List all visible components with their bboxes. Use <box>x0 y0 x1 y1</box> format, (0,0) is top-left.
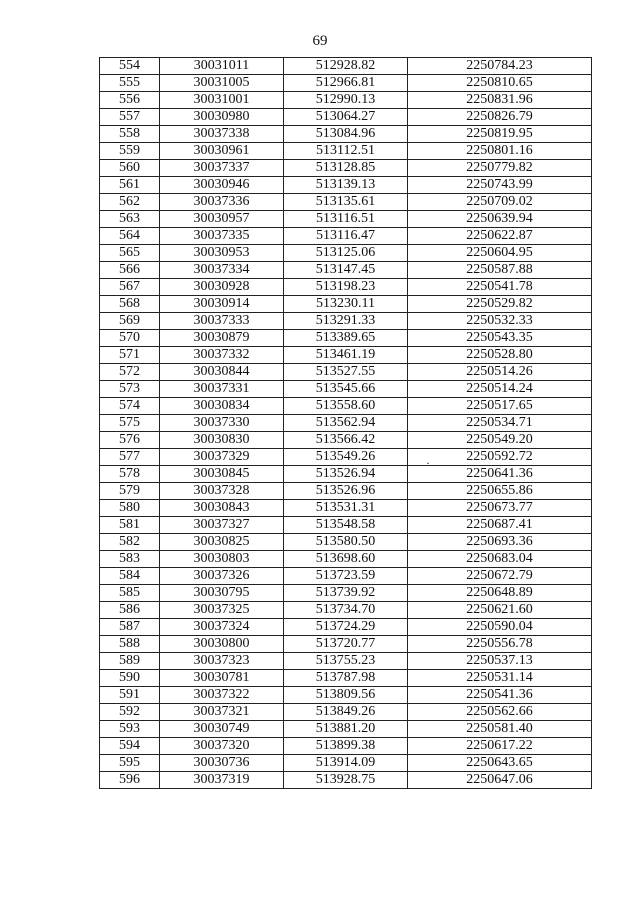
table-row <box>100 177 592 194</box>
coordinates-table-body <box>100 58 592 789</box>
point-id-cell: 30037325 <box>160 602 284 619</box>
y-coordinate-cell: 2250743.99 <box>408 177 592 194</box>
point-id-cell: 30037337 <box>160 160 284 177</box>
row-index-cell: 573 <box>100 381 160 398</box>
x-coordinate-cell: 513787.98 <box>284 670 408 687</box>
table-row <box>100 738 592 755</box>
row-index-cell: 570 <box>100 330 160 347</box>
point-id-cell: 30030946 <box>160 177 284 194</box>
point-id-cell: 30030803 <box>160 551 284 568</box>
y-coordinate-cell: 2250604.95 <box>408 245 592 262</box>
table-row <box>100 313 592 330</box>
y-coordinate-cell: 2250541.78 <box>408 279 592 296</box>
x-coordinate-cell: 513734.70 <box>284 602 408 619</box>
table-row <box>100 381 592 398</box>
y-coordinate-cell: 2250655.86 <box>408 483 592 500</box>
y-coordinate-cell: 2250581.40 <box>408 721 592 738</box>
y-coordinate-cell: 2250643.65 <box>408 755 592 772</box>
point-id-cell: 30030914 <box>160 296 284 313</box>
point-id-cell: 30030749 <box>160 721 284 738</box>
y-coordinate-cell: 2250779.82 <box>408 160 592 177</box>
table-row <box>100 160 592 177</box>
x-coordinate-cell: 513064.27 <box>284 109 408 126</box>
y-coordinate-cell: 2250826.79 <box>408 109 592 126</box>
x-coordinate-cell: 513809.56 <box>284 687 408 704</box>
x-coordinate-cell: 513084.96 <box>284 126 408 143</box>
x-coordinate-cell: 513527.55 <box>284 364 408 381</box>
table-row <box>100 551 592 568</box>
point-id-cell: 30037328 <box>160 483 284 500</box>
point-id-cell: 30037330 <box>160 415 284 432</box>
table-row <box>100 517 592 534</box>
x-coordinate-cell: 513139.13 <box>284 177 408 194</box>
row-index-cell: 554 <box>100 58 160 75</box>
point-id-cell: 30037336 <box>160 194 284 211</box>
y-coordinate-cell: 2250587.88 <box>408 262 592 279</box>
y-coordinate-cell: 2250648.89 <box>408 585 592 602</box>
y-coordinate-cell: 2250531.14 <box>408 670 592 687</box>
row-index-cell: 575 <box>100 415 160 432</box>
page-number: 69 <box>312 33 328 49</box>
row-index-cell: 559 <box>100 143 160 160</box>
x-coordinate-cell: 513914.09 <box>284 755 408 772</box>
y-coordinate-cell: 2250534.71 <box>408 415 592 432</box>
table-row <box>100 279 592 296</box>
x-coordinate-cell: 513389.65 <box>284 330 408 347</box>
y-coordinate-cell: 2250541.36 <box>408 687 592 704</box>
x-coordinate-cell: 513291.33 <box>284 313 408 330</box>
y-coordinate-cell: 2250647.06 <box>408 772 592 789</box>
table-row <box>100 330 592 347</box>
point-id-cell: 30030795 <box>160 585 284 602</box>
y-coordinate-cell: 2250543.35 <box>408 330 592 347</box>
y-coordinate-cell: 2250592.72 <box>408 449 592 466</box>
row-index-cell: 577 <box>100 449 160 466</box>
table-row <box>100 619 592 636</box>
table-row <box>100 585 592 602</box>
x-coordinate-cell: 513198.23 <box>284 279 408 296</box>
row-index-cell: 592 <box>100 704 160 721</box>
point-id-cell: 30030980 <box>160 109 284 126</box>
y-coordinate-cell: 2250556.78 <box>408 636 592 653</box>
x-coordinate-cell: 513899.38 <box>284 738 408 755</box>
x-coordinate-cell: 513125.06 <box>284 245 408 262</box>
x-coordinate-cell: 513526.94 <box>284 466 408 483</box>
row-index-cell: 588 <box>100 636 160 653</box>
y-coordinate-cell: 2250528.80 <box>408 347 592 364</box>
y-coordinate-cell: 2250621.60 <box>408 602 592 619</box>
x-coordinate-cell: 513526.96 <box>284 483 408 500</box>
table-row <box>100 687 592 704</box>
x-coordinate-cell: 513135.61 <box>284 194 408 211</box>
row-index-cell: 571 <box>100 347 160 364</box>
y-coordinate-cell: 2250673.77 <box>408 500 592 517</box>
y-coordinate-cell: 2250639.94 <box>408 211 592 228</box>
point-id-cell: 30031011 <box>160 58 284 75</box>
table-row <box>100 636 592 653</box>
table-row <box>100 721 592 738</box>
x-coordinate-cell: 513128.85 <box>284 160 408 177</box>
x-coordinate-cell: 513545.66 <box>284 381 408 398</box>
y-coordinate-cell: 2250617.22 <box>408 738 592 755</box>
row-index-cell: 579 <box>100 483 160 500</box>
point-id-cell: 30030845 <box>160 466 284 483</box>
table-row <box>100 347 592 364</box>
point-id-cell: 30037331 <box>160 381 284 398</box>
x-coordinate-cell: 513739.92 <box>284 585 408 602</box>
row-index-cell: 564 <box>100 228 160 245</box>
point-id-cell: 30030961 <box>160 143 284 160</box>
row-index-cell: 591 <box>100 687 160 704</box>
row-index-cell: 560 <box>100 160 160 177</box>
x-coordinate-cell: 513566.42 <box>284 432 408 449</box>
row-index-cell: 593 <box>100 721 160 738</box>
table-row <box>100 772 592 789</box>
point-id-cell: 30037322 <box>160 687 284 704</box>
point-id-cell: 30037320 <box>160 738 284 755</box>
x-coordinate-cell: 513112.51 <box>284 143 408 160</box>
point-id-cell: 30030879 <box>160 330 284 347</box>
x-coordinate-cell: 513724.29 <box>284 619 408 636</box>
y-coordinate-cell: 2250549.20 <box>408 432 592 449</box>
point-id-cell: 30037321 <box>160 704 284 721</box>
x-coordinate-cell: 513461.19 <box>284 347 408 364</box>
point-id-cell: 30037338 <box>160 126 284 143</box>
y-coordinate-cell: 2250801.16 <box>408 143 592 160</box>
table-row <box>100 466 592 483</box>
x-coordinate-cell: 513580.50 <box>284 534 408 551</box>
row-index-cell: 556 <box>100 92 160 109</box>
table-row <box>100 670 592 687</box>
table-row <box>100 194 592 211</box>
row-index-cell: 596 <box>100 772 160 789</box>
point-id-cell: 30030800 <box>160 636 284 653</box>
point-id-cell: 30037319 <box>160 772 284 789</box>
row-index-cell: 568 <box>100 296 160 313</box>
point-id-cell: 30030736 <box>160 755 284 772</box>
x-coordinate-cell: 513698.60 <box>284 551 408 568</box>
table-row <box>100 500 592 517</box>
point-id-cell: 30030825 <box>160 534 284 551</box>
table-row <box>100 653 592 670</box>
y-coordinate-cell: 2250590.04 <box>408 619 592 636</box>
row-index-cell: 585 <box>100 585 160 602</box>
y-coordinate-cell: 2250784.23 <box>408 58 592 75</box>
row-index-cell: 590 <box>100 670 160 687</box>
point-id-cell: 30030834 <box>160 398 284 415</box>
point-id-cell: 30037329 <box>160 449 284 466</box>
table-row <box>100 364 592 381</box>
point-id-cell: 30030843 <box>160 500 284 517</box>
point-id-cell: 30030957 <box>160 211 284 228</box>
table-row <box>100 228 592 245</box>
table-row <box>100 704 592 721</box>
row-index-cell: 561 <box>100 177 160 194</box>
row-index-cell: 567 <box>100 279 160 296</box>
table-row <box>100 534 592 551</box>
row-index-cell: 584 <box>100 568 160 585</box>
row-index-cell: 558 <box>100 126 160 143</box>
table-row <box>100 143 592 160</box>
point-id-cell: 30037323 <box>160 653 284 670</box>
table-row <box>100 568 592 585</box>
table-row <box>100 602 592 619</box>
x-coordinate-cell: 513849.26 <box>284 704 408 721</box>
x-coordinate-cell: 513147.45 <box>284 262 408 279</box>
row-index-cell: 574 <box>100 398 160 415</box>
coordinates-table <box>99 57 592 789</box>
x-coordinate-cell: 513881.20 <box>284 721 408 738</box>
x-coordinate-cell: 513723.59 <box>284 568 408 585</box>
table-row <box>100 483 592 500</box>
row-index-cell: 582 <box>100 534 160 551</box>
y-coordinate-cell: 2250562.66 <box>408 704 592 721</box>
y-coordinate-cell: 2250514.24 <box>408 381 592 398</box>
table-row <box>100 262 592 279</box>
point-id-cell: 30030781 <box>160 670 284 687</box>
point-id-cell: 30037327 <box>160 517 284 534</box>
row-index-cell: 583 <box>100 551 160 568</box>
table-row <box>100 75 592 92</box>
point-id-cell: 30030830 <box>160 432 284 449</box>
row-index-cell: 565 <box>100 245 160 262</box>
table-row <box>100 432 592 449</box>
y-coordinate-cell: 2250819.95 <box>408 126 592 143</box>
y-coordinate-cell: 2250532.33 <box>408 313 592 330</box>
y-coordinate-cell: 2250529.82 <box>408 296 592 313</box>
row-index-cell: 576 <box>100 432 160 449</box>
row-index-cell: 586 <box>100 602 160 619</box>
point-id-cell: 30037326 <box>160 568 284 585</box>
table-row <box>100 449 592 466</box>
y-coordinate-cell: 2250709.02 <box>408 194 592 211</box>
point-id-cell: 30030928 <box>160 279 284 296</box>
table-row <box>100 58 592 75</box>
y-coordinate-cell: 2250622.87 <box>408 228 592 245</box>
row-index-cell: 563 <box>100 211 160 228</box>
row-index-cell: 572 <box>100 364 160 381</box>
table-row <box>100 755 592 772</box>
table-row <box>100 415 592 432</box>
x-coordinate-cell: 513548.58 <box>284 517 408 534</box>
point-id-cell: 30030953 <box>160 245 284 262</box>
point-id-cell: 30037335 <box>160 228 284 245</box>
row-index-cell: 555 <box>100 75 160 92</box>
y-coordinate-cell: 2250810.65 <box>408 75 592 92</box>
y-coordinate-cell: 2250514.26 <box>408 364 592 381</box>
x-coordinate-cell: 513558.60 <box>284 398 408 415</box>
y-coordinate-cell: 2250537.13 <box>408 653 592 670</box>
point-id-cell: 30030844 <box>160 364 284 381</box>
x-coordinate-cell: 513531.31 <box>284 500 408 517</box>
x-coordinate-cell: 513549.26 <box>284 449 408 466</box>
x-coordinate-cell: 513562.94 <box>284 415 408 432</box>
x-coordinate-cell: 513230.11 <box>284 296 408 313</box>
row-index-cell: 557 <box>100 109 160 126</box>
y-coordinate-cell: 2250687.41 <box>408 517 592 534</box>
x-coordinate-cell: 513720.77 <box>284 636 408 653</box>
row-index-cell: 594 <box>100 738 160 755</box>
y-coordinate-cell: 2250831.96 <box>408 92 592 109</box>
y-coordinate-cell: 2250693.36 <box>408 534 592 551</box>
y-coordinate-cell: 2250641.36 <box>408 466 592 483</box>
point-id-cell: 30037333 <box>160 313 284 330</box>
row-index-cell: 566 <box>100 262 160 279</box>
row-index-cell: 569 <box>100 313 160 330</box>
x-coordinate-cell: 513116.47 <box>284 228 408 245</box>
x-coordinate-cell: 512966.81 <box>284 75 408 92</box>
row-index-cell: 581 <box>100 517 160 534</box>
row-index-cell: 578 <box>100 466 160 483</box>
row-index-cell: 580 <box>100 500 160 517</box>
table-row <box>100 296 592 313</box>
x-coordinate-cell: 513116.51 <box>284 211 408 228</box>
point-id-cell: 30037334 <box>160 262 284 279</box>
table-row <box>100 92 592 109</box>
row-index-cell: 595 <box>100 755 160 772</box>
row-index-cell: 587 <box>100 619 160 636</box>
table-row <box>100 109 592 126</box>
point-id-cell: 30037324 <box>160 619 284 636</box>
point-id-cell: 30031001 <box>160 92 284 109</box>
table-row <box>100 126 592 143</box>
y-coordinate-cell: 2250517.65 <box>408 398 592 415</box>
x-coordinate-cell: 512990.13 <box>284 92 408 109</box>
table-row <box>100 211 592 228</box>
point-id-cell: 30031005 <box>160 75 284 92</box>
x-coordinate-cell: 513755.23 <box>284 653 408 670</box>
table-row <box>100 245 592 262</box>
table-row <box>100 398 592 415</box>
y-coordinate-cell: 2250672.79 <box>408 568 592 585</box>
x-coordinate-cell: 513928.75 <box>284 772 408 789</box>
x-coordinate-cell: 512928.82 <box>284 58 408 75</box>
y-coordinate-cell: 2250683.04 <box>408 551 592 568</box>
row-index-cell: 562 <box>100 194 160 211</box>
point-id-cell: 30037332 <box>160 347 284 364</box>
stray-dot-mark: · <box>426 456 430 470</box>
row-index-cell: 589 <box>100 653 160 670</box>
